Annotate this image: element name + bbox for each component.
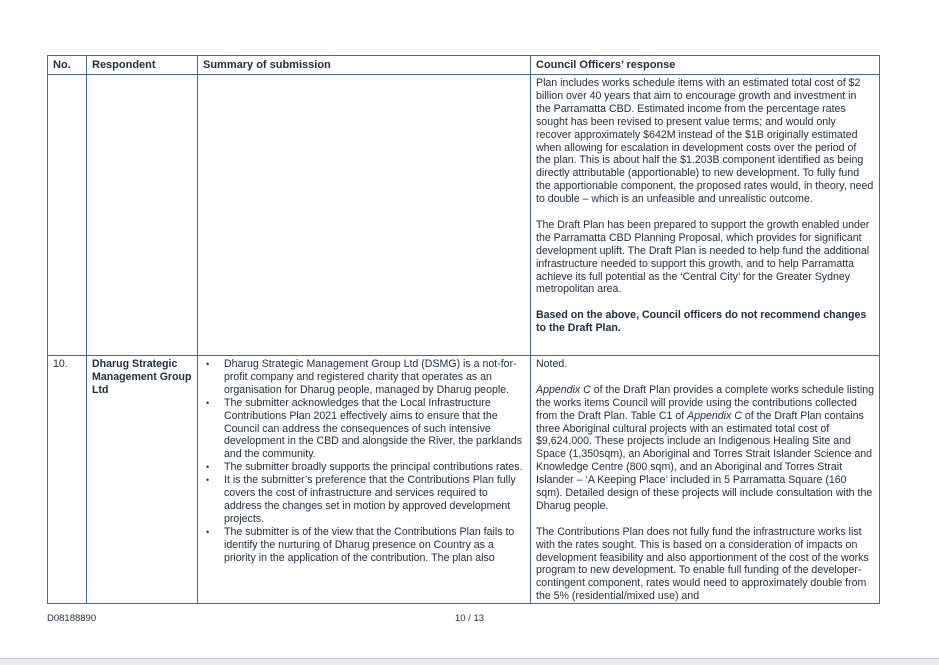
summary-cell bbox=[198, 356, 531, 604]
response-paragraph: Noted. bbox=[536, 358, 568, 370]
summary-bullet: • The submitter broadly supports the principal contributions rates. bbox=[224, 461, 525, 474]
appendix-reference: Appendix C bbox=[687, 409, 742, 422]
header-respondent: Respondent bbox=[87, 56, 198, 75]
table-row bbox=[48, 75, 880, 356]
summary-cell bbox=[198, 75, 531, 356]
summary-bullet: • The submitter acknowledges that the Local Infrastructure Contributions Plan 2021 effectively aims to ensure that the Council can address the consequences of such intensive development in the CBD and alongside the River, the parklands and the community. bbox=[224, 397, 525, 462]
summary-bullet-list bbox=[203, 358, 525, 565]
response-text: of the Draft Plan provides a complete works schedule listing the works items Council will provide using the contributions collected from the Draft Plan. Table C1 of bbox=[536, 383, 875, 422]
header-response: Council Officers’ response bbox=[531, 56, 880, 75]
respondent-cell bbox=[87, 75, 198, 356]
respondent-cell: Dharug Strategic Management Group Ltd bbox=[87, 356, 198, 604]
appendix-reference: Appendix C bbox=[536, 383, 591, 396]
response-recommendation: Based on the above, Council officers do not recommend changes to the Draft Plan. bbox=[536, 309, 867, 335]
table-header-row bbox=[48, 56, 880, 75]
response-text: of the Draft Plan contains three Aboriginal cultural projects with an estimated total cost of $9,624,000. These projects include an Indigenous Healing Site and Space (1,350sqm), an Aboriginal and Torres Strait Islander Science and Knowledge Centre (800 sqm), and an Aboriginal and Torres Strait Islander – ‘A Keeping Place’ included in 5 Parramatta Square (160 sqm). Detailed design of these projects will include consultation with the Dharug people. bbox=[536, 409, 873, 512]
submissions-table bbox=[47, 55, 880, 604]
row-number bbox=[48, 75, 87, 356]
response-paragraph: The Contributions Plan does not fully fund the infrastructure works list with the rates sought. This is based on a consideration of impacts on development feasibility and also apportionment of the cost of the works program to new development. To enable full funding of the developer-contingent component, rates would need to approximately double from the 5% (residential/mixed use) and bbox=[536, 525, 869, 603]
table-row bbox=[48, 356, 880, 604]
response-paragraph: Plan includes works schedule items with an estimated total cost of $2 billion over 40 years that aim to encourage growth and investment in the Parramatta CBD. Estimated income from the percentage rates sought has been revised to present value terms; and would only recover approximately $642M instead of the $1B originally estimated when allowing for escalation in development costs over the period of the plan. This is about half the $1.203B component identified as being directly attributable (apportionable) to new development. To fully fund the apportionable component, the proposed rates would, in theory, need to double – which is an unfeasible and unrealistic outcome. bbox=[536, 77, 874, 206]
summary-bullet: • It is the submitter’s preference that the Contributions Plan fully covers the cost of infrastructure and services required to address the changes set in motion by approved development projects. bbox=[224, 474, 525, 526]
row-number: 10. bbox=[48, 356, 87, 604]
response-paragraph: The Draft Plan has been prepared to support the growth enabled under the Parramatta CBD Planning Proposal, which provides for significant development uplift. The Draft Plan is needed to help fund the additional infrastructure needed to support this growth, and to help Parramatta achieve its full potential as the ‘Central City’ for the Greater Sydney metropolitan area. bbox=[536, 218, 870, 296]
document-id: D08188890 bbox=[47, 613, 97, 624]
header-no: No. bbox=[48, 56, 87, 75]
response-cell bbox=[531, 356, 880, 604]
header-summary: Summary of submission bbox=[198, 56, 531, 75]
response-paragraph bbox=[536, 384, 874, 513]
summary-bullet: • Dharug Strategic Management Group Ltd (DSMG) is a not-for-profit company and registered charity that operates as an organisation for Dharug people, managed by Dharug people. bbox=[224, 358, 525, 397]
response-cell bbox=[531, 75, 880, 356]
page-number: 10 / 13 bbox=[454, 613, 485, 624]
summary-bullet: • The submitter is of the view that the Contributions Plan fails to identify the nurturing of Dharug presence on Country as a priority in the application of the contribution. The plan also bbox=[224, 526, 525, 565]
